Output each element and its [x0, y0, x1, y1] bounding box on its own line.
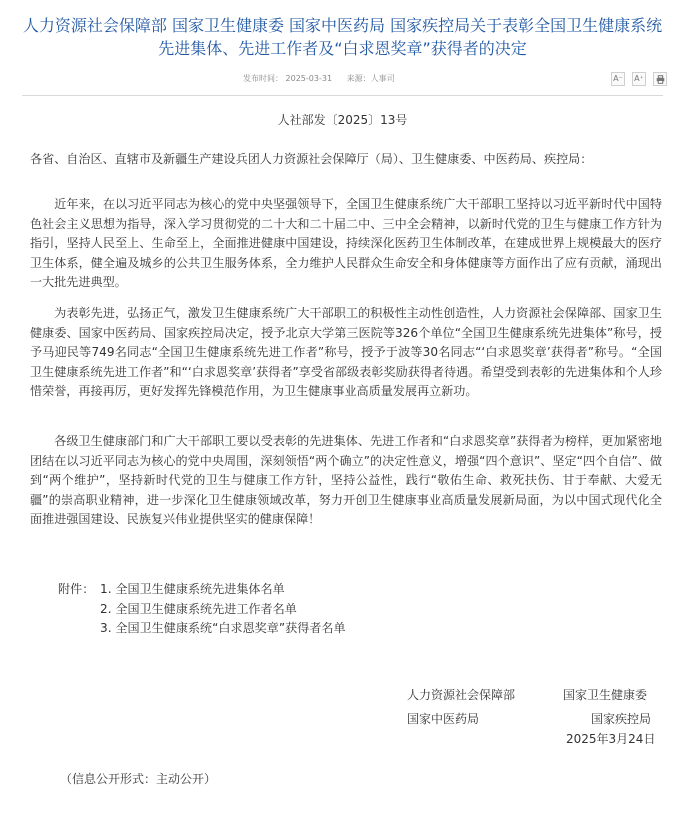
paragraph-2-text: 为表彰先进，弘扬正气，激发卫生健康系统广大干部职工的积极性主动性创造性，人力资源社会保障部、国家卫生健康委、国家中医药局、国家疾控局决定，授予北京大学第三医院等326个单位“全国卫生健康系统先进集体”称号，授予马迎民等749名同志“全国卫生健康系统先进工作者”称号，授予于波等30名同志“‘白求恩奖章’获得者”称号。“全国卫生健康系统先进工作者”和“‘白求恩奖章’获得者”享受省部级表彰奖励获得者待遇。希望受到表彰的先进集体和个人珍惜荣誉，再接再厉，更好发挥先锋模范作用，为卫生健康事业高质量发展再立新功。: [30, 306, 662, 398]
paragraph-3: [30, 432, 662, 530]
article-title-line-1: 人力资源社会保障部 国家卫生健康委 国家中医药局 国家疾控局关于表彰全国卫生健康系统: [22, 16, 663, 35]
attachments-label: 附件：: [58, 582, 95, 596]
font-smaller-button[interactable]: A⁻: [611, 72, 625, 86]
attachments: [58, 580, 346, 639]
attachments-spacer: [58, 619, 100, 639]
disclosure-note: （信息公开形式：主动公开）: [60, 772, 217, 786]
attachments-spacer: [58, 600, 100, 620]
font-larger-button[interactable]: A⁺: [632, 72, 646, 86]
paragraph-1: [30, 195, 662, 293]
paragraph-2: [30, 304, 662, 402]
printer-icon: [656, 75, 665, 84]
signature-org-mohrss: 人力资源社会保障部: [407, 688, 516, 702]
paragraph-1-text: 近年来，在以习近平同志为核心的党中央坚强领导下，全国卫生健康系统广大干部职工坚持以习近平新时代中国特色社会主义思想为指导，深入学习贯彻党的二十大和二十届二中、三中全会精神，以新时代党的卫生与健康工作方针为指引，坚持人民至上、生命至上，全面推进健康中国建设，持续深化医药卫生体制改革，在建成世界上规模最大的医疗卫生体系，健全遍及城乡的公共卫生服务体系，全力维护人民群众生命安全和身体健康等方面作出了应有贡献，涌现出一大批先进典型。: [30, 197, 662, 289]
article-title-line-2: 先进集体、先进工作者及“白求恩奖章”获得者的决定: [158, 39, 527, 58]
document-number: 人社部发〔2025〕13号: [277, 113, 408, 127]
signature-org-nhc: 国家卫生健康委: [563, 688, 648, 702]
paragraph-3-text: 各级卫生健康部门和广大干部职工要以受表彰的先进集体、先进工作者和“白求恩奖章”获得者为榜样，更加紧密地团结在以习近平同志为核心的党中央周围，深刻领悟“两个确立”的决定性意义，增强“四个意识”、坚定“四个自信”、做到“两个维护”，坚持新时代党的卫生与健康工作方针，坚持公益性，践行“敬佑生命、救死扶伤、甘于奉献、大爱无疆”的崇高职业精神，进一步深化卫生健康领域改革，努力开创卫生健康事业高质量发展新局面，为以中国式现代化全面推进强国建设、民族复兴伟业提供坚实的健康保障！: [30, 434, 663, 526]
addressee: [30, 150, 662, 170]
header-divider: [22, 95, 663, 96]
attachment-item-1[interactable]: 1. 全国卫生健康系统先进集体名单: [100, 582, 285, 596]
article-title: [0, 14, 685, 60]
publish-date: 发布时间： 2025-03-31: [243, 74, 333, 83]
article-meta: [243, 73, 407, 84]
print-button[interactable]: [653, 72, 667, 86]
addressee-text: 各省、自治区、直辖市及新疆生产建设兵团人力资源社会保障厅（局）、卫生健康委、中医药局、疾控局：: [30, 152, 593, 166]
signature-org-ndcpa: 国家疾控局: [591, 712, 652, 726]
article-tools: [611, 72, 667, 86]
attachment-item-3[interactable]: 3. 全国卫生健康系统“白求恩奖章”获得者名单: [100, 621, 346, 635]
signature-org-natcm: 国家中医药局: [407, 712, 480, 726]
signature-date: 2025年3月24日: [566, 732, 656, 746]
article-source: 来源：人事司: [346, 74, 395, 83]
attachment-item-2[interactable]: 2. 全国卫生健康系统先进工作者名单: [100, 601, 297, 616]
